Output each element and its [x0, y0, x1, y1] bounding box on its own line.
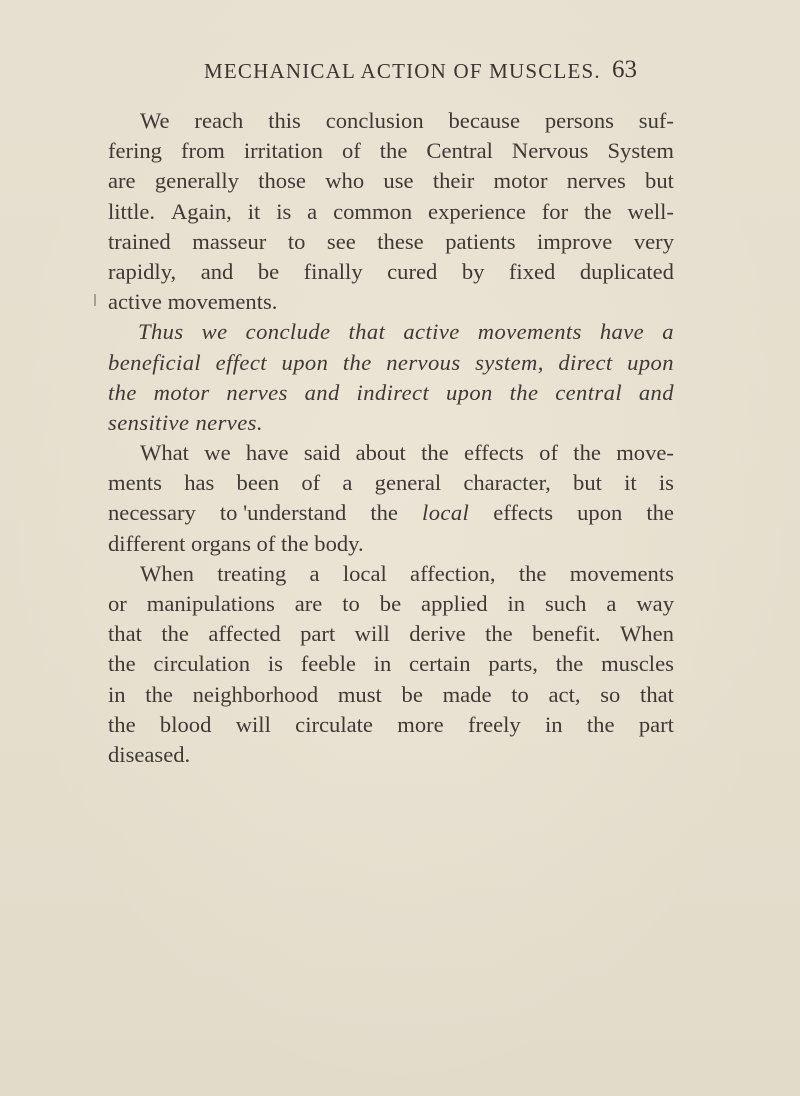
word: circulate	[295, 711, 373, 737]
word: a	[662, 319, 674, 345]
word: parts,	[488, 651, 538, 677]
word: that	[640, 681, 674, 707]
word: the	[379, 138, 408, 164]
word: are	[294, 591, 323, 616]
text-line	[108, 378, 674, 408]
word: the	[584, 198, 612, 224]
word: movements	[477, 319, 582, 345]
word: fixed	[508, 258, 556, 284]
text-line	[108, 680, 674, 710]
word: affected	[208, 621, 281, 647]
text-line	[108, 317, 674, 347]
word: to 'understand	[219, 500, 347, 526]
word: of	[256, 530, 276, 556]
word: the	[161, 621, 189, 647]
word: of	[341, 138, 361, 164]
paragraph	[108, 106, 674, 317]
word: have	[245, 440, 289, 466]
paragraph	[108, 438, 674, 559]
italic-word: local	[422, 500, 470, 526]
word: reach	[194, 108, 244, 133]
word: sensitive	[108, 409, 190, 435]
word: cured	[387, 258, 438, 284]
word: affection,	[410, 560, 496, 586]
word: motor	[153, 379, 210, 405]
word: of	[539, 440, 558, 466]
word: Thus	[138, 319, 184, 345]
word: What	[140, 440, 189, 466]
word: When	[619, 621, 674, 647]
word: from	[180, 138, 225, 164]
paragraph	[108, 559, 674, 770]
word: We	[140, 108, 170, 133]
word: has	[184, 470, 215, 496]
word: is	[276, 198, 292, 224]
text-line	[108, 468, 674, 498]
word: central	[555, 379, 623, 405]
text-line	[108, 589, 674, 619]
word: the	[586, 711, 615, 737]
word: generally	[154, 168, 239, 194]
word: derive	[409, 621, 466, 647]
word: necessary	[108, 500, 196, 526]
word: move-	[616, 440, 674, 466]
word: the	[573, 440, 601, 466]
text-line	[108, 559, 674, 589]
word: neighborhood	[192, 681, 319, 707]
word: the	[342, 349, 372, 375]
word: their	[432, 168, 475, 194]
word: in	[373, 651, 392, 677]
word: different	[108, 530, 186, 556]
word: be	[401, 681, 423, 707]
text-line	[108, 498, 674, 528]
text-line	[108, 438, 674, 468]
word: blood	[159, 711, 212, 737]
text-line	[108, 649, 674, 679]
word: effects	[464, 440, 524, 466]
word: benefit.	[532, 621, 601, 647]
text-line	[108, 287, 674, 317]
word: we	[201, 319, 228, 345]
word: System	[607, 138, 674, 164]
word: nerves.	[195, 409, 263, 435]
word: treating	[217, 560, 287, 586]
word: upon	[445, 379, 493, 405]
word: the	[145, 681, 173, 707]
word: circulation	[153, 651, 251, 677]
text-line	[108, 166, 674, 196]
word: fering	[108, 138, 162, 164]
word: way	[636, 591, 674, 616]
word: applied	[421, 591, 488, 616]
italic-paragraph	[108, 317, 674, 438]
word: that	[348, 319, 386, 345]
word: freely	[468, 711, 521, 737]
word: the	[646, 500, 674, 526]
body-text	[108, 106, 674, 770]
word: is	[267, 651, 283, 677]
word: for	[541, 198, 569, 224]
word: feeble	[300, 651, 356, 677]
word: the	[555, 651, 584, 677]
word: a	[307, 198, 318, 224]
word: will	[235, 711, 271, 737]
word: act,	[548, 681, 581, 707]
word: the	[518, 560, 547, 586]
word: is	[658, 470, 674, 496]
word: improve	[537, 228, 613, 254]
word: and	[638, 379, 674, 405]
word: diseased.	[108, 741, 191, 767]
word: and	[304, 379, 340, 405]
word: movements	[569, 560, 674, 586]
word: it	[247, 198, 261, 224]
text-line	[108, 740, 674, 770]
word: those	[258, 168, 306, 194]
page-number: 63	[612, 56, 637, 83]
word: will	[354, 621, 390, 647]
word: Again,	[170, 198, 232, 224]
word: this	[268, 108, 301, 133]
word: or	[108, 591, 127, 616]
margin-mark	[94, 294, 96, 306]
word: be	[257, 258, 280, 284]
word: Central	[426, 138, 493, 164]
word: the	[509, 379, 539, 405]
word: trained	[108, 228, 171, 254]
word: the	[108, 711, 136, 737]
word: certain	[409, 651, 471, 677]
word: beneficial	[108, 349, 202, 375]
word: the	[370, 500, 398, 526]
word: effect	[215, 349, 267, 375]
word: upon	[281, 349, 329, 375]
word: the	[485, 621, 513, 647]
word: direct	[558, 349, 613, 375]
word: who	[325, 168, 365, 194]
word: active	[108, 289, 162, 315]
word: to	[287, 228, 306, 254]
word: organs	[191, 530, 251, 556]
word: must	[337, 681, 382, 707]
text-line	[108, 408, 674, 438]
text-line	[108, 529, 674, 559]
text-line	[108, 710, 674, 740]
word: nerves	[566, 168, 626, 194]
word: very	[633, 228, 674, 254]
word: nervous	[386, 349, 461, 375]
word: to	[342, 591, 360, 616]
word: conclusion	[325, 108, 424, 133]
word: and	[200, 258, 234, 284]
text-line	[108, 619, 674, 649]
word: a	[342, 470, 353, 496]
word: we	[204, 440, 231, 466]
word: finally	[303, 258, 363, 284]
word: movements.	[167, 289, 278, 315]
word: the	[421, 440, 449, 466]
word: that	[108, 621, 142, 647]
word: are	[108, 168, 136, 194]
word: by	[461, 258, 485, 284]
word: Nervous	[511, 138, 589, 164]
word: active	[403, 319, 460, 345]
word: upon	[577, 500, 623, 526]
word: so	[600, 681, 621, 707]
word: When	[140, 560, 194, 586]
word: persons	[544, 108, 614, 133]
word: rapidly,	[108, 258, 177, 284]
word: well-	[627, 198, 674, 224]
word: general	[374, 470, 442, 496]
word: experience	[428, 198, 526, 224]
word: said	[303, 440, 341, 466]
word: to	[511, 681, 529, 707]
word: duplicated	[579, 258, 674, 284]
word: upon	[627, 349, 674, 375]
word: have	[599, 319, 645, 345]
word: system,	[475, 349, 544, 375]
word: about	[355, 440, 406, 466]
word: character,	[463, 470, 551, 496]
text-line	[108, 106, 674, 136]
word: in	[108, 681, 126, 707]
word: of	[301, 470, 321, 496]
word: the	[108, 651, 136, 677]
word: patients	[445, 228, 516, 254]
word: conclude	[245, 319, 331, 345]
text-line	[108, 257, 674, 287]
word: irritation	[243, 138, 323, 164]
word: the	[281, 530, 309, 556]
word: made	[442, 681, 492, 707]
running-head: MECHANICAL ACTION OF MUSCLES.	[204, 59, 601, 83]
word: in	[545, 711, 563, 737]
word: little.	[108, 198, 156, 224]
word: part	[638, 711, 674, 737]
word: because	[448, 108, 520, 133]
text-line	[108, 227, 674, 257]
text-line	[108, 197, 674, 227]
text-line	[108, 136, 674, 166]
word: be	[379, 591, 402, 616]
word: common	[333, 198, 413, 224]
word: see	[326, 228, 356, 254]
word: such	[545, 591, 587, 616]
word: motor	[493, 168, 548, 194]
text-line	[108, 348, 674, 378]
word: more	[397, 711, 444, 737]
word: a	[309, 560, 320, 586]
word: body.	[314, 530, 364, 556]
word: effects	[493, 500, 554, 526]
word: nerves	[226, 379, 288, 405]
word: these	[377, 228, 424, 254]
word: local	[342, 560, 387, 586]
word: muscles	[601, 651, 674, 677]
word: use	[383, 168, 414, 194]
word: but	[645, 168, 674, 194]
word: been	[236, 470, 280, 496]
word: suf-	[638, 108, 674, 133]
word: part	[300, 621, 336, 647]
word: a	[606, 591, 617, 616]
word: but	[573, 470, 602, 496]
word: ments	[108, 470, 162, 496]
word: masseur	[192, 228, 267, 254]
word: manipulations	[146, 591, 275, 616]
word: it	[624, 470, 637, 496]
word: in	[507, 591, 526, 616]
word: indirect	[356, 379, 430, 405]
word: the	[108, 379, 137, 405]
